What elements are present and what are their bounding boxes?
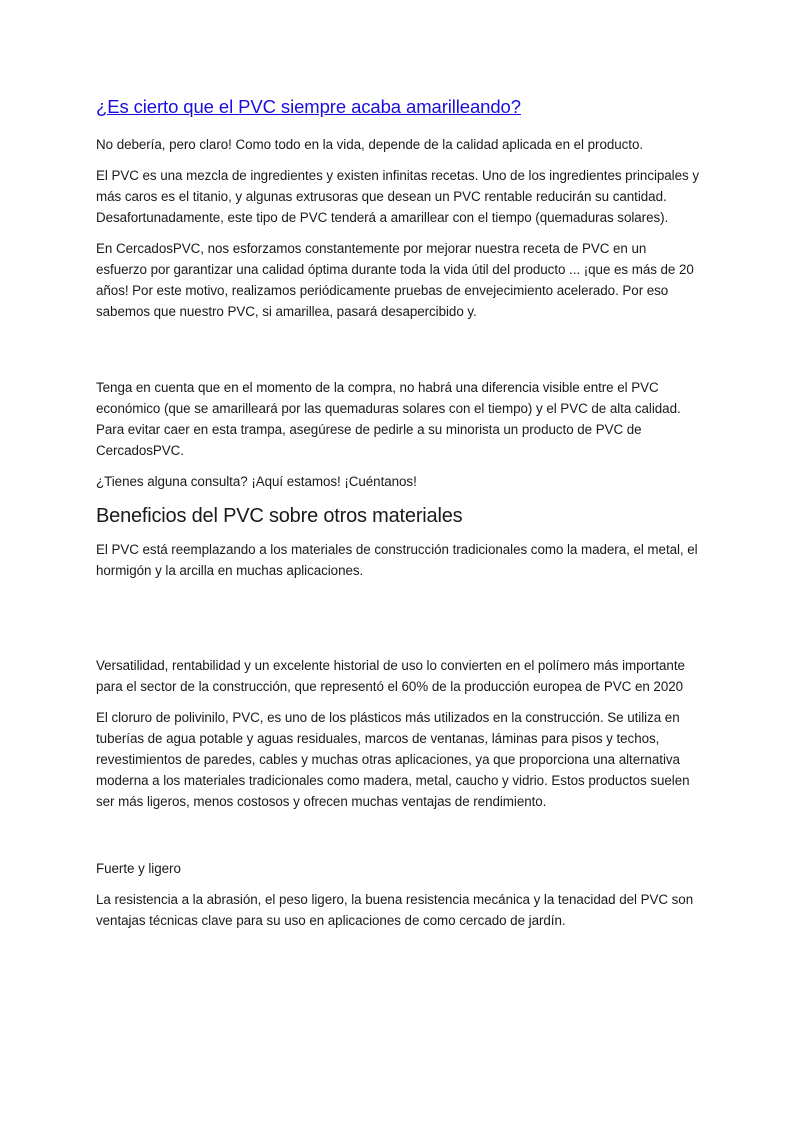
document-page <box>96 94 700 941</box>
spacer <box>96 591 700 655</box>
paragraph-cercadospvc-quality: En CercadosPVC, nos esforzamos constantemente por mejorar nuestra receta de PVC en un esfuerzo por garantizar una calidad óptima durante toda la vida útil del producto ... ¡que es más de 20 años! Por este motivo, realizamos periódicamente pruebas de envejecimiento acelerado. Por eso sabemos que nuestro PVC, si amarillea, pasará desapercibido y. <box>96 241 694 319</box>
subheading-strong-light: Fuerte y ligero <box>96 861 181 876</box>
paragraph-versatility: Versatilidad, rentabilidad y un excelente historial de uso lo convierten en el polímero más importante para el sector de la construcción, que representó el 60% de la producción europea de PVC en 2020 <box>96 658 685 694</box>
spacer <box>96 822 700 858</box>
paragraph-replacing-materials: El PVC está reemplazando a los materiales de construcción tradicionales como la madera, el metal, el hormigón y la arcilla en muchas aplicaciones. <box>96 542 698 578</box>
paragraph-pvc-mixture: El PVC es una mezcla de ingredientes y existen infinitas recetas. Uno de los ingredientes principales y más caros es el titanio, y algunas extrusoras que desean un PVC rentable reducirán su cantidad. Desafortunadamente, este tipo de PVC tenderá a amarillear con el tiempo (quemaduras solares). <box>96 168 699 225</box>
paragraph-polyvinyl-chloride: El cloruro de polivinilo, PVC, es uno de los plásticos más utilizados en la construcción. Se utiliza en tuberías de agua potable y aguas residuales, marcos de ventanas, láminas para pisos y techos, revestimientos de paredes, cables y muchas otras aplicaciones, ya que proporciona una alternativa moderna a los materiales tradicionales como madera, metal, caucho y vidrio. Estos productos suelen ser más ligeros, menos costosos y ofrecen muchas ventajas de rendimiento. <box>96 710 690 809</box>
paragraph-intro: No debería, pero claro! Como todo en la vida, depende de la calidad aplicada en el producto. <box>96 137 644 152</box>
paragraph-abrasion-resistance: La resistencia a la abrasión, el peso ligero, la buena resistencia mecánica y la tenacidad del PVC son ventajas técnicas clave para su uso en aplicaciones de como cercado de jardín. <box>96 892 694 928</box>
paragraph-purchase-warning: Tenga en cuenta que en el momento de la compra, no habrá una diferencia visible entre el PVC económico (que se amarilleará por las quemaduras solares con el tiempo) y el PVC de alta calidad. Para evitar caer en esta trampa, asegúrese de pedirle a su minorista un producto de PVC de CercadosPVC. <box>96 380 681 458</box>
article-title-link[interactable]: ¿Es cierto que el PVC siempre acaba amarilleando? <box>96 96 521 117</box>
spacer <box>96 332 700 377</box>
paragraph-contact: ¿Tienes alguna consulta? ¡Aquí estamos! ¡Cuéntanos! <box>96 474 417 489</box>
section-heading-benefits: Beneficios del PVC sobre otros materiales <box>96 505 463 527</box>
